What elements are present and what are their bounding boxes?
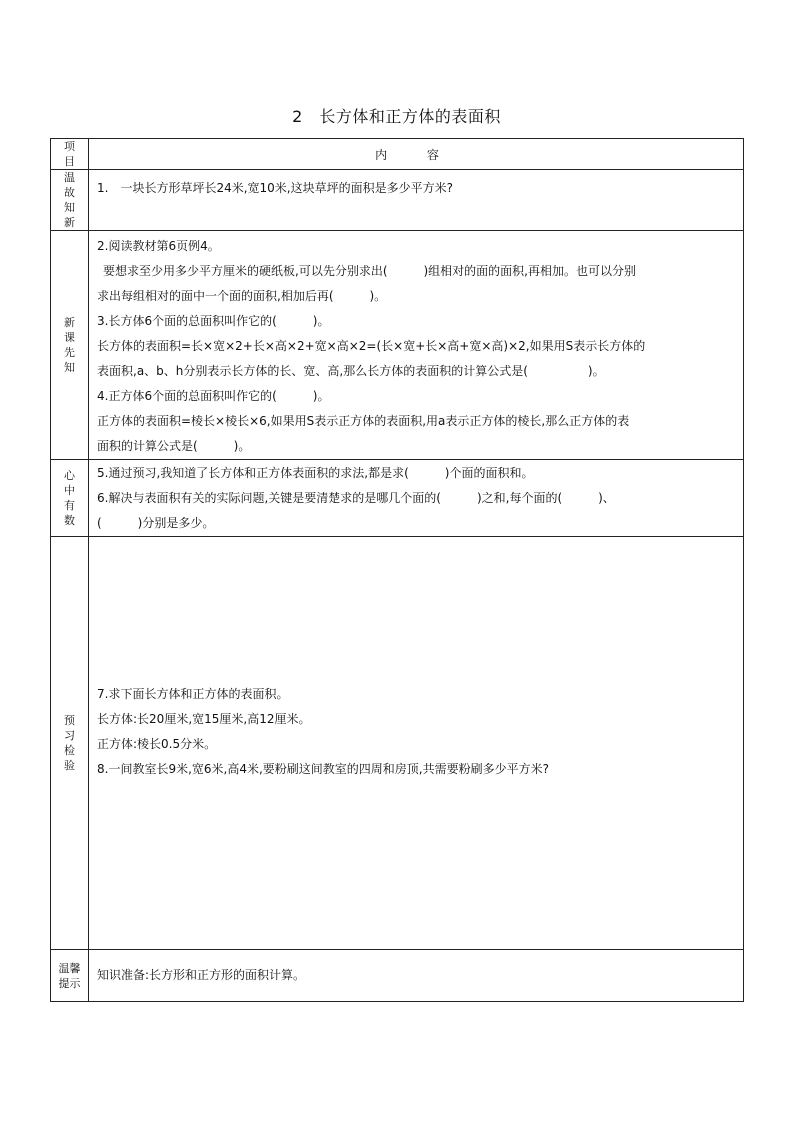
review-label: 温故知新 (64, 171, 75, 229)
page-title: 2 长方体和正方体的表面积 (292, 107, 501, 126)
preview-worksheet-table (50, 138, 744, 1002)
mind-content (89, 460, 744, 537)
mind-label: 心中有数 (64, 469, 75, 527)
hint-label: 温馨提示 (58, 961, 81, 990)
question-5: 5.通过预习,我知道了长方体和正方体表面积的求法,都是求( )个面的面积和。 (97, 466, 534, 480)
header-label-cell (51, 139, 89, 170)
question-3: 3.长方体6个面的总面积叫作它的( )。 (97, 314, 330, 328)
cuboid-formula-text-a: 长方体的表面积=长×宽×2+长×高×2+宽×高×2=(长×宽+长×高+宽×高)×2,如果用S表示长方体的 (97, 339, 646, 353)
check-row (51, 537, 744, 950)
new-lesson-content (89, 231, 744, 460)
mind-label-cell (51, 460, 89, 537)
question-2-text-a: 要想求至少用多少平方厘米的硬纸板,可以先分别求出( )组相对的面的面积,再相加。也可以分别 (103, 264, 636, 278)
review-label-cell (51, 170, 89, 231)
cube-formula-text-b: 面积的计算公式是( )。 (97, 439, 251, 453)
header-content-cell (89, 139, 744, 170)
question-2: 2.阅读教材第6页例4。 (97, 239, 220, 253)
question-6-b: ( )分别是多少。 (97, 516, 215, 530)
review-row (51, 170, 744, 231)
header-label: 项目 (64, 140, 75, 168)
review-content (89, 170, 744, 231)
question-7: 7.求下面长方体和正方体的表面积。 (97, 687, 289, 701)
header-row (51, 139, 744, 170)
hint-label-cell (51, 950, 89, 1002)
header-content: 内 容 (375, 147, 457, 162)
check-content (89, 537, 744, 950)
question-2-text-b: 求出每组相对的面中一个面的面积,相加后再( )。 (97, 289, 387, 303)
hint-content (89, 950, 744, 1002)
check-label-cell (51, 537, 89, 950)
hint-text: 知识准备:长方形和正方形的面积计算。 (97, 968, 306, 982)
question-6-a: 6.解决与表面积有关的实际问题,关键是要清楚求的是哪几个面的( )之和,每个面的( )、 (97, 491, 615, 505)
check-label: 预习检验 (64, 714, 75, 772)
new-lesson-row (51, 231, 744, 460)
cube-dimensions: 正方体:棱长0.5分米。 (97, 737, 217, 751)
question-8: 8.一间教室长9米,宽6米,高4米,要粉刷这间教室的四周和房顶,共需要粉刷多少平方米? (97, 762, 549, 776)
new-lesson-label: 新课先知 (64, 316, 75, 374)
cuboid-dimensions: 长方体:长20厘米,宽15厘米,高12厘米。 (97, 712, 311, 726)
cube-formula-text-a: 正方体的表面积=棱长×棱长×6,如果用S表示正方体的表面积,用a表示正方体的棱长,那么正方体的表 (97, 414, 630, 428)
cuboid-formula-text-b: 表面积,a、b、h分别表示长方体的长、宽、高,那么长方体的表面积的计算公式是( )。 (97, 364, 605, 378)
new-lesson-label-cell (51, 231, 89, 460)
question-4: 4.正方体6个面的总面积叫作它的( )。 (97, 389, 330, 403)
hint-row (51, 950, 744, 1002)
question-1: 1. 一块长方形草坪长24米,宽10米,这块草坪的面积是多少平方米? (97, 181, 453, 195)
mind-row (51, 460, 744, 537)
